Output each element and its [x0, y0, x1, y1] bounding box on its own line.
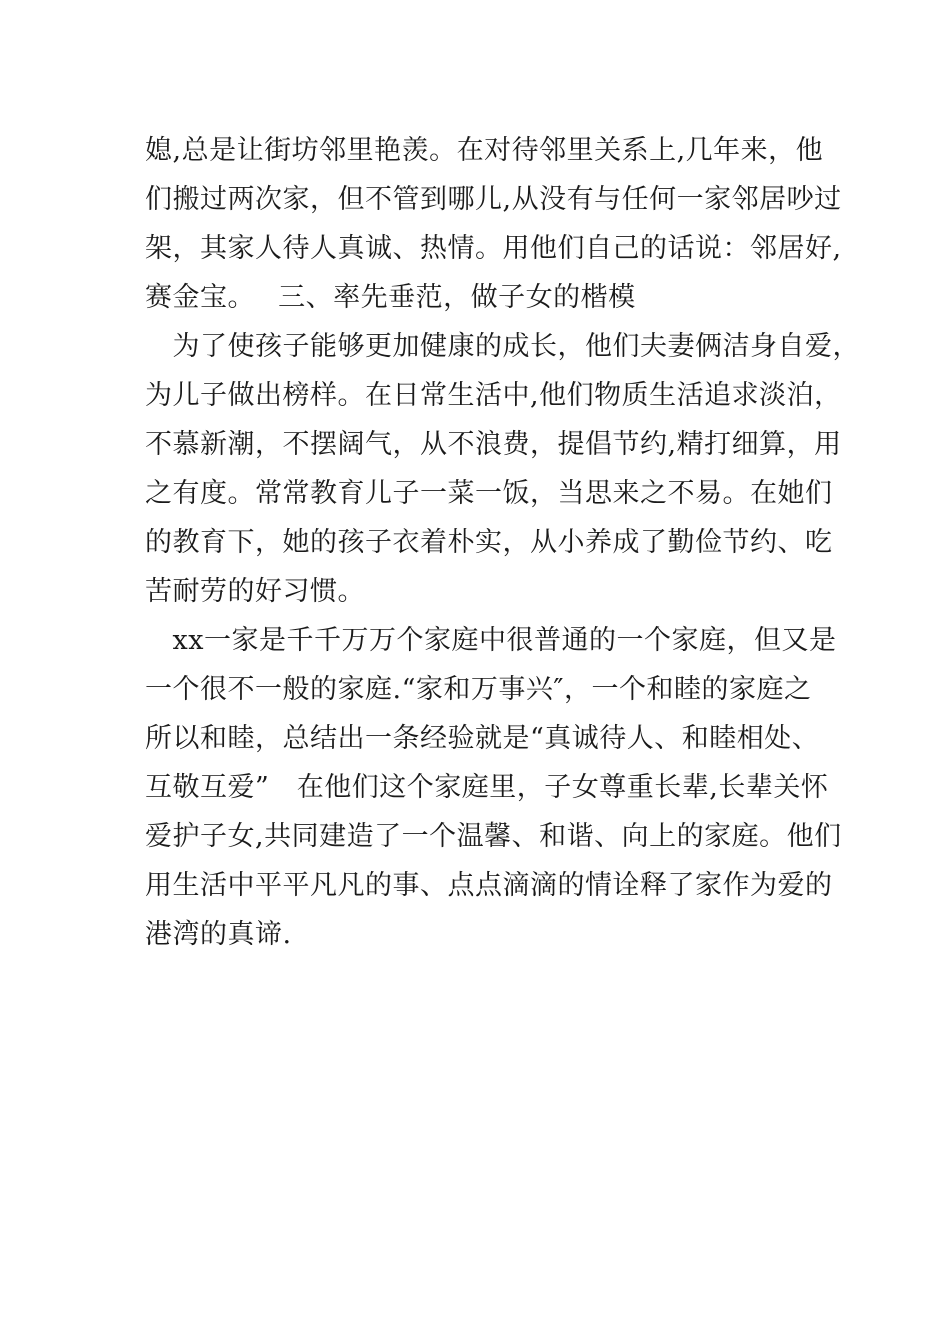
text-line: 不慕新潮，不摆阔气，从不浪费，提倡节约,精打细算，用	[145, 429, 842, 460]
text-line: 爱护子女,共同建造了一个温馨、和谐、向上的家庭。他们	[145, 821, 842, 852]
text-line: 媳,总是让街坊邻里艳羡。在对待邻里关系上,几年来，他	[145, 135, 824, 166]
text-line: 为了使孩子能够更加健康的成长，他们夫妻俩洁身自爱，	[145, 331, 860, 362]
section-heading-line: 赛金宝。 三、率先垂范，做子女的楷模	[145, 282, 636, 313]
text-line: 所以和睦，总结出一条经验就是“真诚待人、和睦相处、	[145, 723, 820, 754]
text-line: 港湾的真谛.	[145, 919, 292, 950]
text-line: 苦耐劳的好习惯。	[145, 576, 365, 607]
text-line: xx一家是千千万万个家庭中很普通的一个家庭，但又是	[145, 625, 837, 656]
text-line: 一个很不一般的家庭.“家和万事兴″，一个和睦的家庭之	[145, 674, 812, 705]
text-line: 互敬互爱” 在他们这个家庭里，子女尊重长辈,长辈关怀	[145, 772, 829, 803]
text-line: 用生活中平平凡凡的事、点点滴滴的情诠释了家作为爱的	[145, 870, 833, 901]
text-line: 之有度。常常教育儿子一菜一饭，当思来之不易。在她们	[145, 478, 833, 509]
text-line: 们搬过两次家，但不管到哪儿,从没有与任何一家邻居吵过	[145, 184, 842, 215]
body-text	[145, 126, 860, 959]
text-line: 的教育下，她的孩子衣着朴实，从小养成了勤俭节约、吃	[145, 527, 833, 558]
text-line: 架，其家人待人真诚、热情。用他们自己的话说：邻居好,	[145, 233, 842, 264]
text-line: 为儿子做出榜样。在日常生活中,他们物质生活追求淡泊，	[145, 380, 842, 411]
